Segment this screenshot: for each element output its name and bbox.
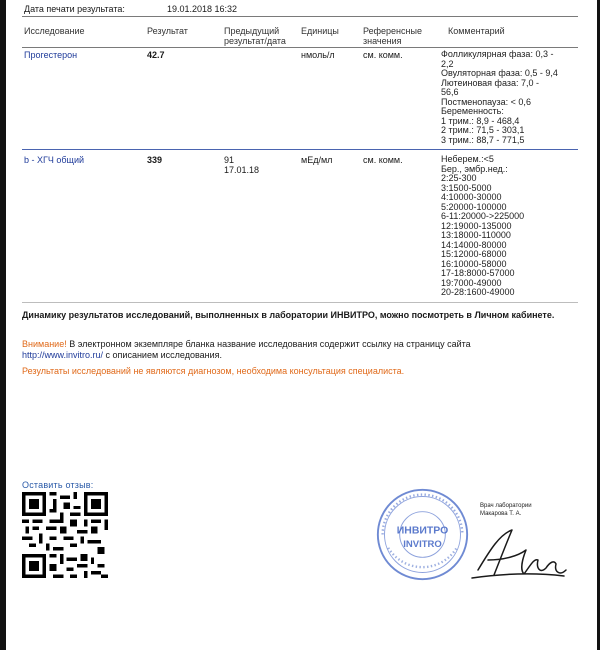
invitro-url-link[interactable]: http://www.invitro.ru/	[22, 350, 104, 360]
reference-values: см. комм.	[363, 50, 403, 60]
laboratory-stamp	[375, 487, 470, 582]
test-name-link[interactable]: Прогестерон	[24, 50, 78, 60]
table-bottom-divider	[22, 302, 578, 303]
stamp-text-bottom: INVITRO	[403, 538, 442, 550]
diagnosis-disclaimer: Результаты исследований не являются диагнозом, необходима консультация специалиста.	[22, 366, 405, 376]
doctor-title: Врач лаборатории	[480, 503, 532, 509]
stamp-text-top: ИНВИТРО	[396, 525, 449, 537]
header-reference-line1: Референсные	[363, 26, 422, 36]
header-test: Исследование	[24, 26, 85, 36]
previous-result: 91	[224, 155, 235, 165]
test-name-link[interactable]: b - ХГЧ общий	[24, 155, 84, 165]
comment: Фолликулярная фаза: 0,3 - 2,2 Овуляторная фаза: 0,5 - 9,4 Лютеиновая фаза: 7,0 - 56,6 Постменопауза: < 0,6 Беременность: 1 трим.: 8,9 - 468,4 2 трим.: 71,5 - 303,1 3 трим.: 88,7 - 771,5	[441, 49, 558, 145]
left-frame-edge	[0, 0, 6, 650]
reference-values: см. комм.	[363, 155, 403, 165]
header-result: Результат	[147, 26, 188, 36]
comment: Неберем.:<5 Бер., эмбр.нед.: 2:25-300 3:1500-5000 4:10000-30000 5:20000-100000 6-11:20000->225000 12:19000-135000 13:18000-110000 14:14000-80000 15:12000-68000 16:10000-58000 17-18:8000-57000 19:7000-49000 20-28:1600-49000	[441, 154, 525, 297]
warning-word: Внимание!	[22, 339, 67, 349]
feedback-qr-code[interactable]	[22, 492, 108, 578]
result-value: 42.7	[147, 50, 165, 60]
row-divider	[22, 149, 578, 150]
units: нмоль/л	[301, 50, 335, 60]
header-divider	[22, 47, 578, 48]
header-previous-line1: Предыдущий	[224, 26, 280, 36]
print-date-value: 19.01.2018 16:32	[167, 4, 238, 14]
doctor-block	[480, 502, 532, 518]
print-date-label: Дата печати результата:	[24, 4, 125, 14]
electronic-copy-notice	[22, 339, 562, 361]
doctor-signature	[460, 520, 580, 590]
top-divider	[22, 16, 578, 17]
feedback-label: Оставить отзыв:	[22, 480, 94, 490]
result-value: 339	[147, 155, 163, 165]
previous-result-date: 17.01.18	[224, 165, 260, 175]
doctor-name: Макарова Т. А.	[480, 511, 522, 517]
personal-account-notice: Динамику результатов исследований, выполненных в лаборатории ИНВИТРО, можно посмотреть в Личном кабинете.	[22, 310, 555, 320]
notice-text-1: В электронном экземпляре бланка название исследования содержит ссылку на страницу сайта	[66, 339, 471, 349]
notice-text-2: с описанием исследования.	[103, 350, 223, 360]
header-comment: Комментарий	[448, 26, 505, 36]
header-previous-line2: результат/дата	[224, 36, 286, 46]
header-reference-line2: значения	[363, 36, 402, 46]
header-units: Единицы	[301, 26, 339, 36]
units: мЕд/мл	[301, 155, 333, 165]
